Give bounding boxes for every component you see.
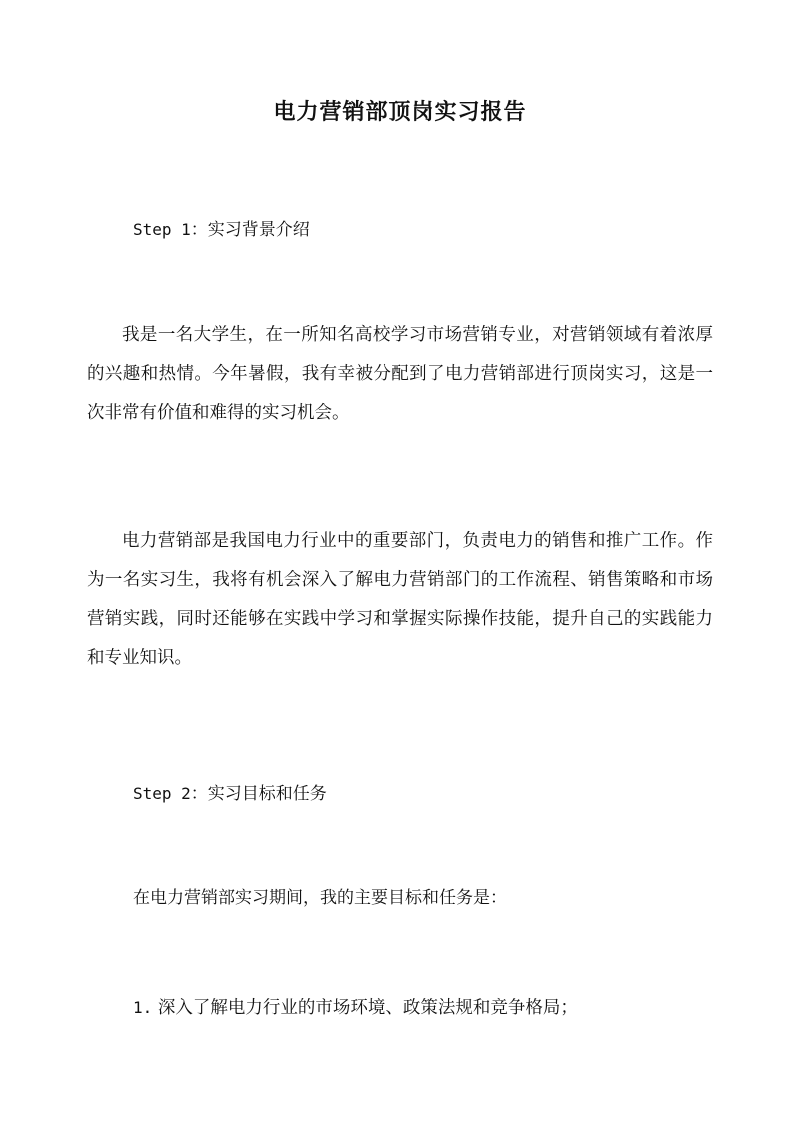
step1-heading-text: 实习背景介绍 — [207, 220, 310, 240]
step2-label: Step 2 — [133, 784, 191, 803]
paragraph-background: 我是一名大学生，在一所知名高校学习市场营销专业，对营销领域有着浓厚的兴趣和热情。今年暑假，我有幸被分配到了电力营销部进行顶岗实习，这是一次非常有价值和难得的实习机会。 — [87, 325, 713, 423]
list-item — [133, 994, 578, 1022]
step2-heading-text: 实习目标和任务 — [207, 784, 327, 804]
page-title: 电力营销部顶岗实习报告 — [273, 99, 527, 125]
paragraph-department: 电力营销部是我国电力行业中的重要部门，负责电力的销售和推广工作。作为一名实习生，我将有机会深入了解电力营销部门的工作流程、销售策略和市场营销实践，同时还能够在实践中学习和掌握实际操作技能，提升自己的实践能力和专业知识。 — [87, 531, 713, 668]
tasks-intro: 在电力营销部实习期间，我的主要目标和任务是： — [133, 888, 507, 908]
list-item-text: 深入了解电力行业的市场环境、政策法规和竞争格局； — [157, 998, 578, 1018]
step1-separator: ： — [190, 220, 208, 240]
step2-separator: ： — [190, 784, 208, 804]
list-item-number: 1. — [133, 998, 153, 1017]
step1-label: Step 1 — [133, 220, 191, 239]
step1-heading — [133, 216, 310, 244]
step2-heading — [133, 780, 327, 808]
